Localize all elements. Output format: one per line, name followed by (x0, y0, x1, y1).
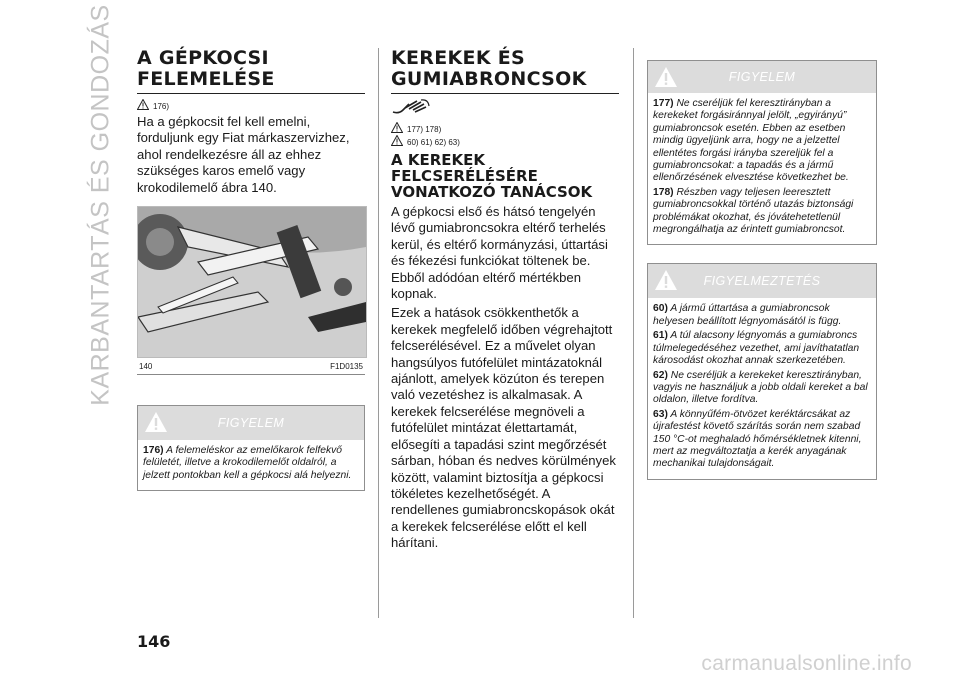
warning-item: 178) Részben vagy teljesen leeresztett gumiabroncsokkal történő utazás biztonsági problémákat okozhat, és jóvátehetetlenül megrongálhatja az érintett gumiabroncsot. (653, 186, 854, 236)
warning-box-title: FIGYELEM (728, 70, 796, 84)
warning-triangle-icon (391, 122, 403, 133)
warning-box-body (648, 93, 876, 244)
watermark-text: carmanualsonline.info (701, 652, 912, 675)
warning-refs-2: 60) 61) 62) 63) (391, 135, 619, 146)
caution-box-title: FIGYELMEZTETÉS (703, 274, 821, 289)
middle-column (391, 48, 619, 552)
caution-box-header (648, 264, 876, 298)
warning-item: 177) Ne cseréljük fel keresztirányban a kerekeket forgásiránnyal jelölt, „egyirányú” gumiabroncsok esetén. Ebben az esetben mindig ügyeljünk arra, hogy ne a jelzettel ellentétes forgási irányba szereljük fel a gumiabroncsokat: a tapadás és a jármű ellenőrzésének elvesztése következhet be. (653, 98, 849, 184)
caution-triangle-icon (654, 269, 678, 291)
warning-box-title: FIGYELEM (217, 416, 285, 431)
section-heading-wheels: KEREKEK ÉS GUMIABRONCSOK (391, 48, 619, 94)
column-divider-1 (378, 48, 379, 618)
section-heading-jacking: A GÉPKOCSI FELEMELÉSE (137, 48, 365, 94)
warning-triangle-icon (654, 66, 678, 88)
car-underbody-illustration (138, 207, 366, 357)
right-column (647, 60, 877, 480)
figure-number: 140 (139, 362, 153, 372)
warning-box-body (138, 440, 364, 490)
eco-hand-icon (391, 98, 619, 121)
caution-item: 60) A jármű úttartása a gumiabroncsok helyesen beállított légnyomásától is függ. (653, 303, 842, 327)
rotation-paragraph-2: Ezek a hatások csökkenthetők a kerekek megfelelő időben végrehajtott felcserélésével. Ez a művelet olyan hangsúlyos futófelület mintázatoknál ajánlott, amelyek közúton és terepen való vezetéshez is alkalmasak. A kerekek felcserélése megnöveli a futófelület mintázat élettartamát, elősegíti a tapadási szint megőrzését sárban, hóban és nedves körülmények között, valamint biztosítja a gépkocsi tökéletes kezelhetőségét. A rendellenes gumiabroncskopások okát a kerekek felcserélése előtt el kell hárítani. (391, 305, 616, 551)
refs-text: 176) (153, 102, 170, 111)
caution-item: 61) A túl alacsony légnyomás a gumiabroncs túlmelegedéséhez vezethet, ami javíthatatlan károsodást okozhat annak szerkezetében. (653, 330, 860, 367)
page-number: 146 (137, 632, 171, 651)
caution-triangle-icon (391, 135, 403, 146)
warning-box-header (648, 61, 876, 93)
section-side-title (84, 4, 118, 406)
column-divider-2 (633, 48, 634, 618)
caution-item: 62) Ne cseréljük a kerekeket keresztirányban, vagyis ne használjuk a jobb oldali kereket a bal oldalon, illetve fordítva. (653, 369, 868, 406)
warning-box-jacking (137, 405, 365, 491)
left-column (137, 48, 365, 491)
warning-triangle-icon (137, 99, 149, 110)
warning-box-wheels (647, 60, 877, 245)
lift-figure-image (137, 206, 367, 358)
figure-caption (137, 358, 365, 375)
caution-box-body (648, 298, 876, 478)
warning-triangle-icon (144, 411, 168, 433)
warning-box-header (138, 406, 364, 440)
rotation-paragraph-1: A gépkocsi első és hátsó tengelyén lévő gumiabroncsokra eltérő terhelés kerül, és eltérő kormányzási, úttartási és fékezési funkciókat töltenek be. Ebből adódóan eltérő mértékben kopnak. (391, 204, 608, 302)
section-side-title-text: KARBANTARTÁS ÉS GONDOZÁS (86, 4, 115, 406)
subheading-rotation-tips: A KEREKEK FELCSERÉLÉSÉRE VONATKOZÓ TANÁCSOK (391, 151, 593, 201)
warning-refs (137, 99, 365, 110)
warning-refs-1: 177) 178) (391, 122, 619, 133)
jacking-paragraph: Ha a gépkocsit fel kell emelni, forduljunk egy Fiat márkaszervizhez, ahol rendelkezésre áll az ehhez szükséges karos emelő vagy krokodilemelő ábra 140. (137, 114, 350, 195)
caution-item: 63) A könnyűfém-ötvözet keréktárcsákat az újrafestést követő szárítás során nem szabad 150 °C-ot meghaladó hőmérsékletnek kitenni, mert az megváltoztatja a kerék anyagának mechanikai tulajdonságait. (653, 408, 862, 470)
figure-code: F1D0135 (330, 362, 363, 372)
warning-item: 176) A felemeléskor az emelőkarok felfekvő felületét, illetve a krokodilemelőt oldalról, a jelzett pontokban kell a gépkocsi alá helyezni. (143, 445, 352, 481)
caution-box-wheels (647, 263, 877, 479)
